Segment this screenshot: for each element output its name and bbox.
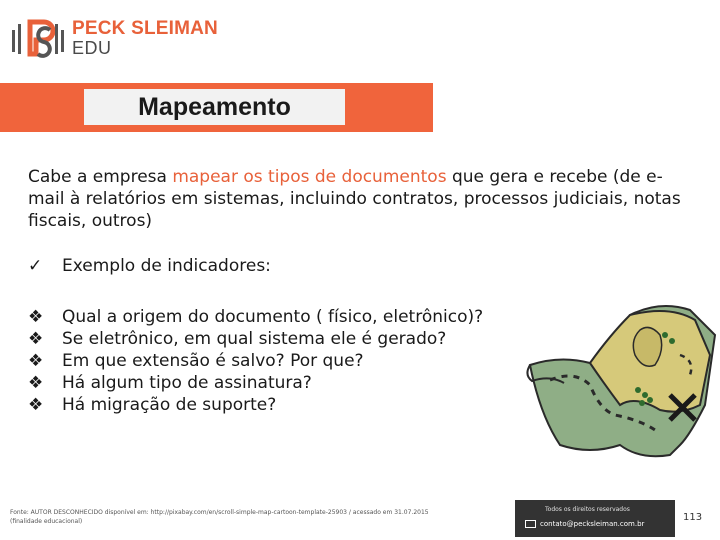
intro-text-after: que gera e recebe (de e-mail à relatórios em sistemas, incluindo contratos, processos judiciais, notas fiscais, outros) xyxy=(28,167,681,231)
contact-email[interactable]: contato@pecksleiman.com.br xyxy=(540,520,645,528)
rights-text: Todos os direitos reservados xyxy=(545,506,630,513)
question-text: Há algum tipo de assinatura? xyxy=(62,373,312,393)
logo-mark-icon xyxy=(10,16,66,60)
question-text: Há migração de suporte? xyxy=(62,395,277,415)
brand-logo xyxy=(10,16,230,60)
contact-row xyxy=(525,520,644,528)
question-text: Qual a origem do documento ( físico, eletrônico)? xyxy=(62,307,484,327)
intro-paragraph xyxy=(28,166,698,232)
brand-sub: EDU xyxy=(72,38,112,58)
list-item xyxy=(28,394,483,416)
check-item xyxy=(28,256,271,276)
check-item-text: Exemplo de indicadores: xyxy=(62,256,271,276)
question-list xyxy=(28,306,483,416)
diamond-bullet-icon: ❖ xyxy=(28,373,44,393)
question-text: Em que extensão é salvo? Por que? xyxy=(62,351,364,371)
footer-source: Fonte: AUTOR DESCONHECIDO disponível em: http://pixabay.com/en/scroll-simple-map-cartoon-template-25903 / acessado em 31.07.2015 (finalidade educacional) xyxy=(10,509,429,525)
diamond-bullet-icon: ❖ xyxy=(28,395,44,415)
question-text: Se eletrônico, em qual sistema ele é gerado? xyxy=(62,329,447,349)
diamond-bullet-icon: ❖ xyxy=(28,307,44,327)
list-item xyxy=(28,350,483,372)
list-item xyxy=(28,306,483,328)
title-bar xyxy=(0,83,433,132)
diamond-bullet-icon: ❖ xyxy=(28,329,44,349)
list-item xyxy=(28,328,483,350)
brand-name: PECK SLEIMAN xyxy=(72,18,218,39)
treasure-map-icon xyxy=(520,295,720,465)
diamond-bullet-icon: ❖ xyxy=(28,351,44,371)
footer-contact-box xyxy=(515,500,675,537)
intro-text-before: Cabe a empresa xyxy=(28,167,173,187)
page-number: 113 xyxy=(683,512,703,523)
check-icon: ✓ xyxy=(28,256,43,276)
page-title: Mapeamento xyxy=(138,92,291,121)
mail-icon xyxy=(525,520,536,528)
title-box xyxy=(84,89,345,125)
intro-highlight: mapear os tipos de documentos xyxy=(172,167,447,187)
list-item xyxy=(28,372,483,394)
